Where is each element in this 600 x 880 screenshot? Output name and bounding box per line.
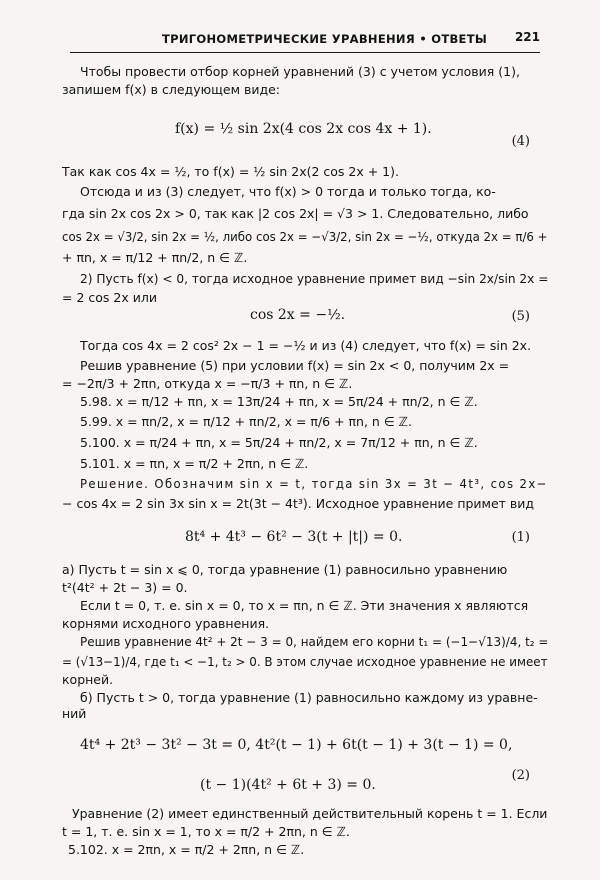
text-line: б) Пусть t > 0, тогда уравнение (1) равносильно каждому из уравне- bbox=[80, 690, 538, 705]
answer-item: 5.99. x = πn/2, x = π/12 + πn/2, x = π/6 + πn, n ∈ ℤ. bbox=[80, 414, 412, 429]
text-line: корней. bbox=[62, 672, 114, 687]
text-line: Тогда cos 4x = 2 cos² 2x − 1 = −½ и из (4) следует, что f(x) = sin 2x. bbox=[80, 338, 532, 353]
text-line: t²(4t² + 2t − 3) = 0. bbox=[62, 580, 188, 595]
header-rule bbox=[70, 52, 540, 53]
display-equation: cos 2x = −½. bbox=[250, 307, 346, 323]
answer-item: 5.100. x = π/24 + πn, x = 5π/24 + πn/2, x = 7π/12 + πn, n ∈ ℤ. bbox=[80, 435, 478, 450]
text-line: корнями исходного уравнения. bbox=[62, 616, 270, 631]
text-line: Если t = 0, т. е. sin x = 0, то x = πn, n ∈ ℤ. Эти значения x являются bbox=[80, 598, 529, 613]
text-line: t = 1, т. е. sin x = 1, то x = π/2 + 2πn, n ∈ ℤ. bbox=[62, 824, 350, 839]
page-header bbox=[70, 28, 540, 50]
text-line: Решив уравнение 4t² + 2t − 3 = 0, найдем его корни t₁ = (−1−√13)/4, t₂ = bbox=[80, 634, 549, 649]
text-line: запишем f(x) в следующем виде: bbox=[62, 82, 281, 97]
display-equation: f(x) = ½ sin 2x(4 cos 2x cos 4x + 1). bbox=[175, 121, 432, 137]
answer-item: 5.98. x = π/12 + πn, x = 13π/24 + πn, x = 5π/24 + πn/2, n ∈ ℤ. bbox=[80, 394, 478, 409]
display-equation: 8t⁴ + 4t³ − 6t² − 3(t + |t|) = 0. bbox=[185, 529, 403, 545]
page-number: 221 bbox=[514, 30, 540, 44]
text-line: ний bbox=[62, 706, 87, 721]
text-line: а) Пусть t = sin x ⩽ 0, тогда уравнение (1) равносильно уравнению bbox=[62, 562, 508, 577]
text-line: гда sin 2x cos 2x > 0, так как |2 cos 2x| = √3 > 1. Следовательно, либо bbox=[62, 206, 529, 221]
equation-number: (1) bbox=[511, 530, 530, 545]
text-line: cos 2x = √3/2, sin 2x = ½, либо cos 2x = −√3/2, sin 2x = −½, откуда 2x = π/6 + bbox=[62, 229, 548, 244]
text-line: 2) Пусть f(x) < 0, тогда исходное уравнение примет вид −sin 2x/sin 2x = bbox=[80, 271, 549, 286]
text-line: = 2 cos 2x или bbox=[62, 290, 157, 305]
solution-line: Решение. Обозначим sin x = t, тогда sin 3x = 3t − 4t³, cos 2x− bbox=[80, 476, 548, 491]
text-line: + πn, x = π/12 + πn/2, n ∈ ℤ. bbox=[62, 250, 248, 265]
text-line: − cos 4x = 2 sin 3x sin x = 2t(3t − 4t³). Исходное уравнение примет вид bbox=[62, 496, 535, 511]
answer-item: 5.101. x = πn, x = π/2 + 2πn, n ∈ ℤ. bbox=[80, 456, 309, 471]
equation-number: (5) bbox=[511, 309, 530, 324]
text-line: = (√13−1)/4, где t₁ < −1, t₂ > 0. В этом случае исходное уравнение не имеет bbox=[62, 654, 548, 669]
text-line: Так как cos 4x = ½, то f(x) = ½ sin 2x(2 cos 2x + 1). bbox=[62, 164, 399, 179]
text-line: Уравнение (2) имеет единственный действительный корень t = 1. Если bbox=[72, 806, 548, 821]
text-line: Чтобы провести отбор корней уравнений (3) с учетом условия (1), bbox=[80, 64, 520, 79]
display-equation: (t − 1)(4t² + 6t + 3) = 0. bbox=[200, 777, 376, 793]
text-line: Решив уравнение (5) при условии f(x) = sin 2x < 0, получим 2x = bbox=[80, 358, 510, 373]
answer-item: 5.102. x = 2πn, x = π/2 + 2πn, n ∈ ℤ. bbox=[68, 842, 305, 857]
running-head: ТРИГОНОМЕТРИЧЕСКИЕ УРАВНЕНИЯ • ОТВЕТЫ bbox=[162, 32, 488, 46]
equation-number: (4) bbox=[511, 134, 530, 149]
text-line: Отсюда и из (3) следует, что f(x) > 0 тогда и только тогда, ко- bbox=[80, 184, 496, 199]
text-line: = −2π/3 + 2πn, откуда x = −π/3 + πn, n ∈ ℤ. bbox=[62, 376, 353, 391]
display-equation: 4t⁴ + 2t³ − 3t² − 3t = 0, 4t²(t − 1) + 6t(t − 1) + 3(t − 1) = 0, bbox=[80, 737, 513, 753]
equation-number: (2) bbox=[511, 768, 530, 783]
